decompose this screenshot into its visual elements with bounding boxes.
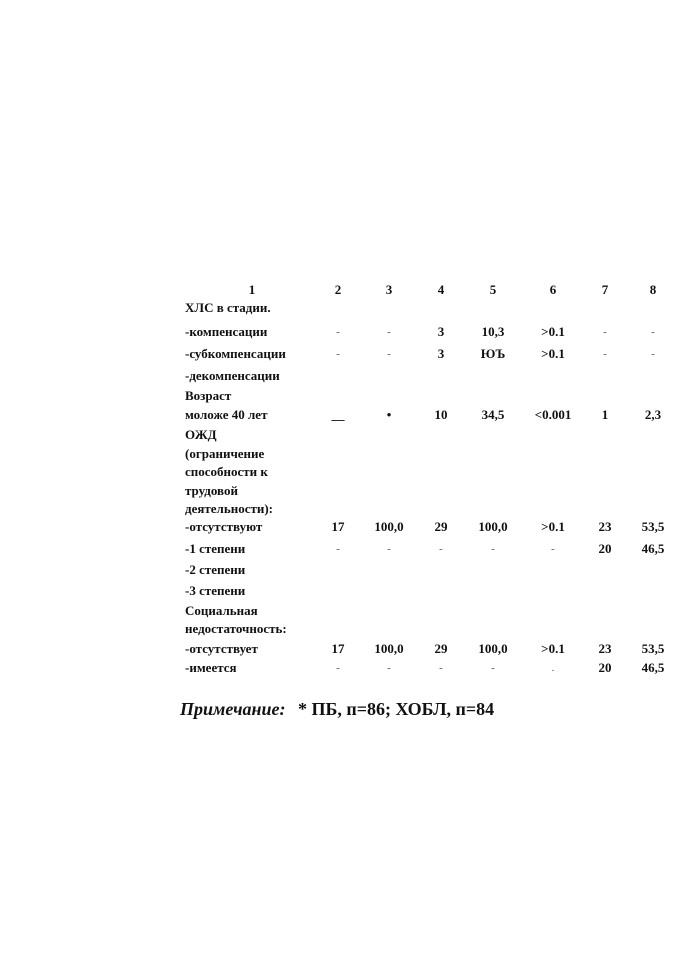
table-cell: 10 [434,407,448,422]
table-cell: <0.001 [534,407,572,422]
table-cell: 100,0 [374,519,404,534]
footnote-text: * ПБ, п=86; ХОБЛ, п=84 [298,699,495,719]
row-label: моложе 40 лет [185,407,268,422]
row-label: -1 степени [185,541,246,556]
row-label: -компенсации [185,324,268,339]
table-cell: 10,3 [481,324,505,339]
table-cell: 100,0 [374,641,404,656]
table-cell: 3 [437,346,445,361]
table-cell: ЮЪ [480,346,506,361]
column-header-8: 8 [649,282,657,297]
table-cell: - [387,348,391,360]
row-label: Социальная [185,603,258,618]
row-label: (ограничение [185,446,265,461]
row-label: -субкомпенсации [185,346,286,361]
column-header-3: 3 [385,282,393,297]
table-cell: 20 [598,541,612,556]
table-cell: - [551,543,555,555]
table-cell: - [387,662,391,674]
row-label: -3 степени [185,583,246,598]
table-cell: • [386,407,392,422]
table-cell: >0.1 [541,346,565,361]
row-label: -отсутствуют [185,519,263,534]
table-cell: - [387,543,391,555]
column-header-2: 2 [334,282,342,297]
row-label: -имеется [185,660,237,675]
row-label: деятельности): [185,501,273,516]
table-cell: - [651,326,655,338]
table-cell: 53,5 [641,519,665,534]
row-label: -отсутствует [185,641,258,656]
table-cell: 17 [331,641,345,656]
row-label: трудовой [185,483,238,498]
table-cell: - [336,543,340,555]
row-label: ХЛС в стадии. [185,300,271,315]
row-label: способности к [185,464,268,479]
table-cell: 46,5 [641,541,665,556]
table-cell: 100,0 [478,641,508,656]
table-cell: . [551,662,555,674]
table-cell: 53,5 [641,641,665,656]
row-label: -декомпенсации [185,368,280,383]
table-cell: 3 [437,324,445,339]
table-cell: __ [331,407,345,422]
table-cell: - [491,543,495,555]
table-cell: >0.1 [541,519,565,534]
table-cell: - [603,326,607,338]
table-cell: - [387,326,391,338]
column-header-7: 7 [601,282,609,297]
row-label: недостаточность: [185,621,287,636]
table-cell: 34,5 [481,407,505,422]
column-header-6: 6 [549,282,557,297]
table-cell: 1 [601,407,609,422]
table-cell: >0.1 [541,641,565,656]
table-cell: 23 [598,641,612,656]
column-header-5: 5 [489,282,497,297]
table-cell: 46,5 [641,660,665,675]
table-cell: 29 [434,519,448,534]
table-cell: - [336,326,340,338]
table-cell: - [603,348,607,360]
table-cell: 20 [598,660,612,675]
column-header-1: 1 [248,282,256,297]
table-cell: 17 [331,519,345,534]
table-cell: 2,3 [644,407,662,422]
footnote [180,699,494,720]
table-cell: - [336,662,340,674]
row-label: -2 степени [185,562,246,577]
table-cell: - [439,543,443,555]
table-cell: - [336,348,340,360]
footnote-label: Примечание: [180,699,286,719]
table-cell: - [491,662,495,674]
row-label: Возраст [185,388,232,403]
table-cell: 29 [434,641,448,656]
table-cell: >0.1 [541,324,565,339]
column-header-4: 4 [437,282,445,297]
table-cell: - [439,662,443,674]
table-cell: 100,0 [478,519,508,534]
row-label: ОЖД [185,427,217,442]
table-cell: 23 [598,519,612,534]
table-cell: - [651,348,655,360]
